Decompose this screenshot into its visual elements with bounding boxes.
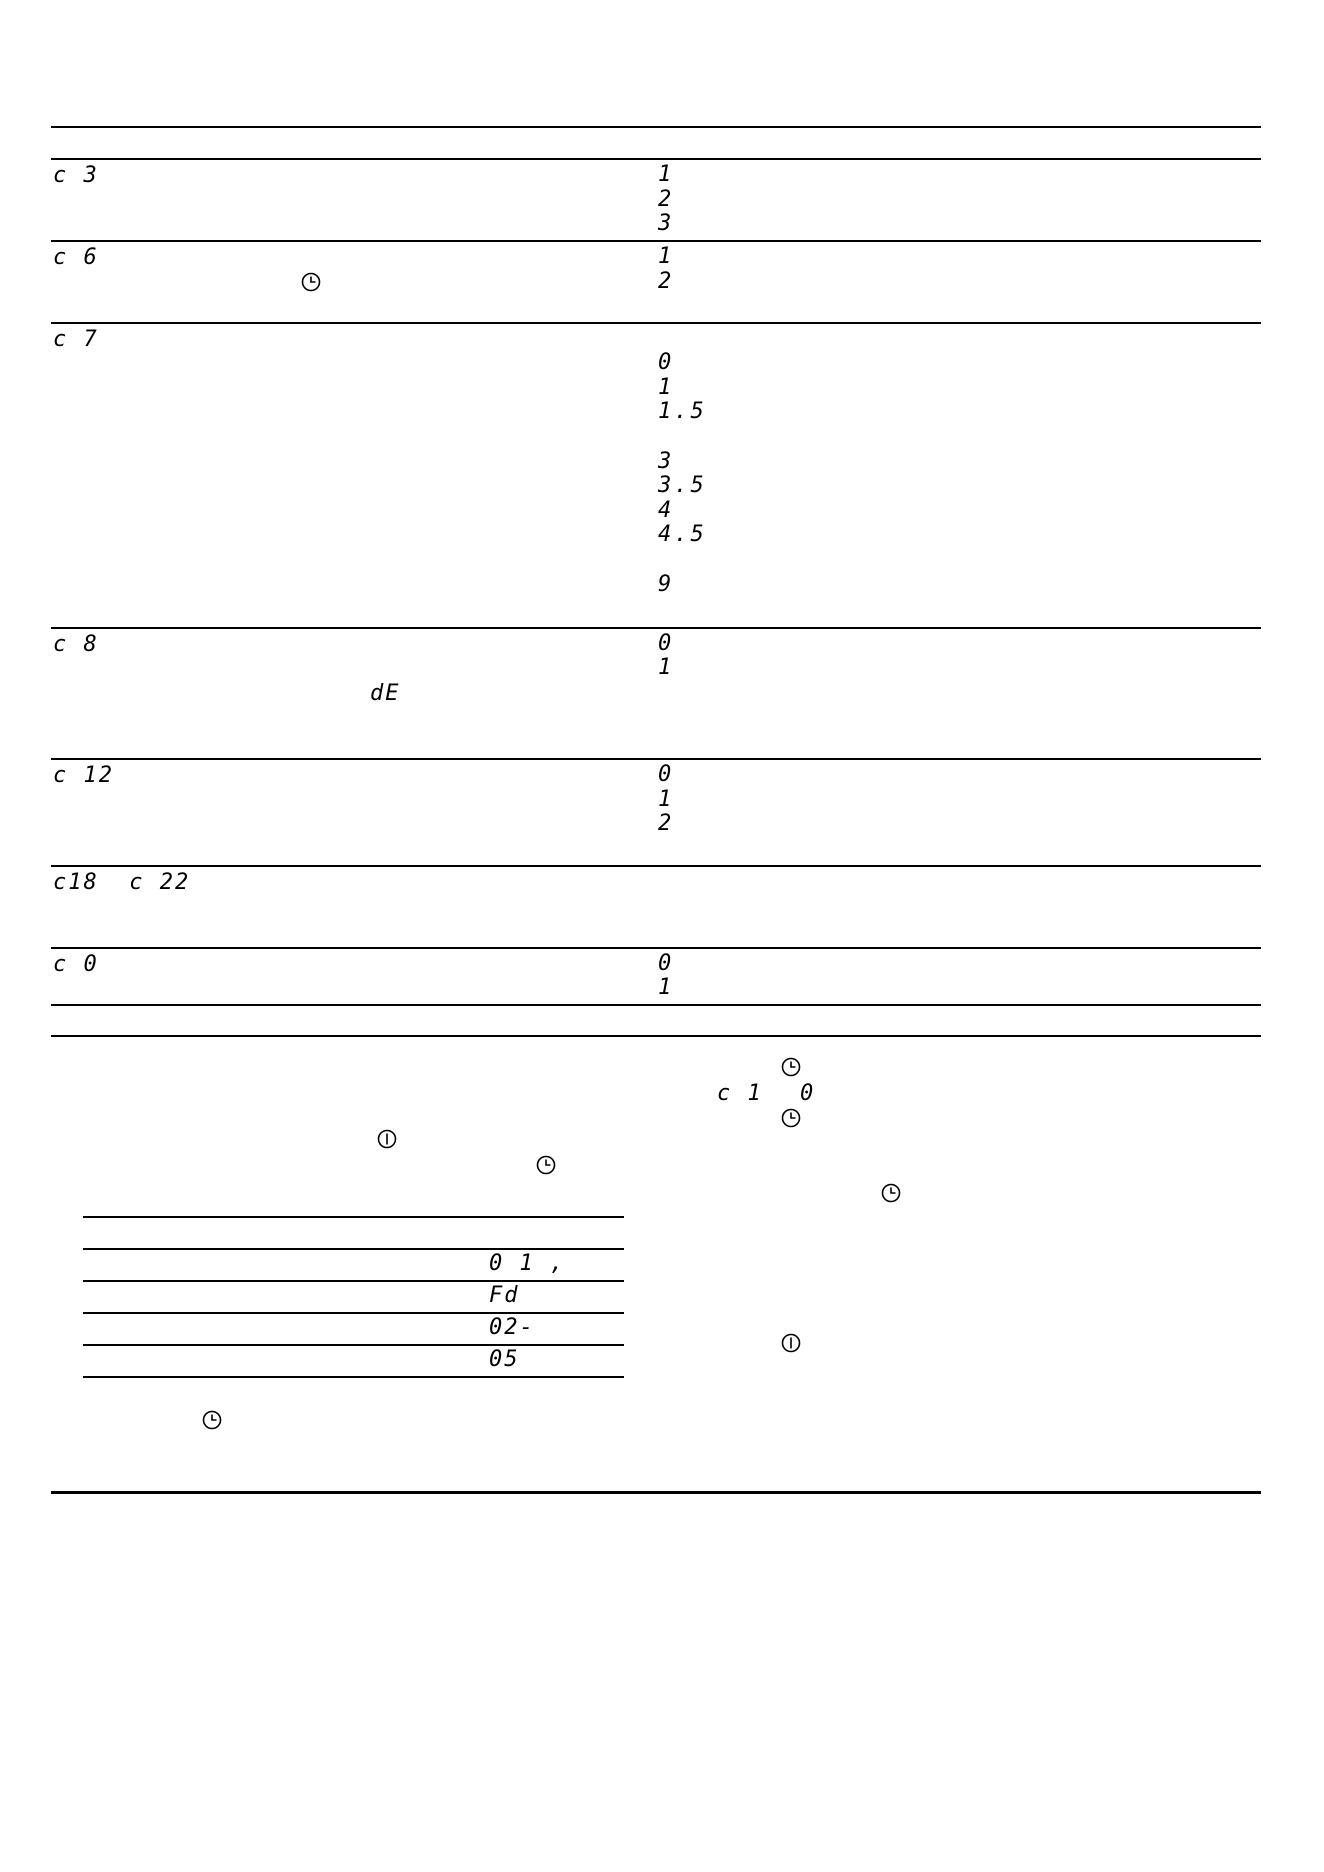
power-icon	[781, 1333, 801, 1353]
setting-value: 1	[658, 162, 675, 187]
setting-value: 1	[658, 787, 675, 812]
row-code: c 0	[53, 952, 99, 977]
table-bottom-rule	[51, 1004, 1261, 1006]
inline-display-code: dE	[370, 681, 401, 706]
subtable-row-rule	[83, 1344, 624, 1346]
setting-value: 1	[658, 375, 675, 400]
row-code: c18 c 22	[53, 870, 191, 895]
row-divider	[51, 627, 1261, 629]
subtable-value: Fd	[489, 1283, 520, 1308]
setting-value: 3.5	[658, 473, 707, 498]
row-code: c 7	[53, 327, 99, 352]
subtable-row-rule	[83, 1312, 624, 1314]
table-header-rule	[51, 158, 1261, 160]
setting-value: 1	[658, 975, 675, 1000]
setting-value: 0	[658, 951, 675, 976]
clock-icon	[536, 1155, 556, 1175]
subtable-bottom-rule	[83, 1376, 624, 1378]
setting-value: 0	[658, 350, 675, 375]
setting-value: 2	[658, 269, 675, 294]
row-divider	[51, 240, 1261, 242]
row-code: c 8	[53, 632, 99, 657]
display-code: c 1	[717, 1081, 763, 1106]
setting-value: 3	[658, 449, 675, 474]
clock-icon	[301, 272, 321, 292]
row-code: c 6	[53, 245, 99, 270]
setting-value: 4	[658, 498, 675, 523]
clock-icon	[781, 1108, 801, 1128]
clock-icon	[202, 1410, 222, 1430]
setting-value: 1	[658, 655, 675, 680]
setting-value: 3	[658, 211, 675, 236]
page-bottom-rule	[51, 1491, 1261, 1494]
subtable-value: 0 1 ,	[489, 1251, 566, 1276]
setting-value: 1.5	[658, 399, 707, 424]
setting-value: 4.5	[658, 522, 707, 547]
section-rule	[51, 1035, 1261, 1037]
setting-value: 1	[658, 244, 675, 269]
row-code: c 12	[53, 763, 114, 788]
subtable-value: 02-	[489, 1315, 535, 1340]
subtable-top-rule	[83, 1216, 624, 1218]
clock-icon	[781, 1057, 801, 1077]
setting-value: 0	[658, 631, 675, 656]
setting-value: 9	[658, 572, 675, 597]
row-code: c 3	[53, 163, 99, 188]
setting-value: 0	[658, 762, 675, 787]
row-divider	[51, 758, 1261, 760]
setting-value: 2	[658, 811, 675, 836]
setting-value: 2	[658, 187, 675, 212]
clock-icon	[881, 1183, 901, 1203]
display-code: 0	[800, 1081, 816, 1106]
row-divider	[51, 947, 1261, 949]
subtable-value: 05	[489, 1347, 520, 1372]
subtable-row-rule	[83, 1248, 624, 1250]
table-top-rule	[51, 126, 1261, 128]
subtable-row-rule	[83, 1280, 624, 1282]
power-icon	[377, 1129, 397, 1149]
row-divider	[51, 865, 1261, 867]
row-divider	[51, 322, 1261, 324]
